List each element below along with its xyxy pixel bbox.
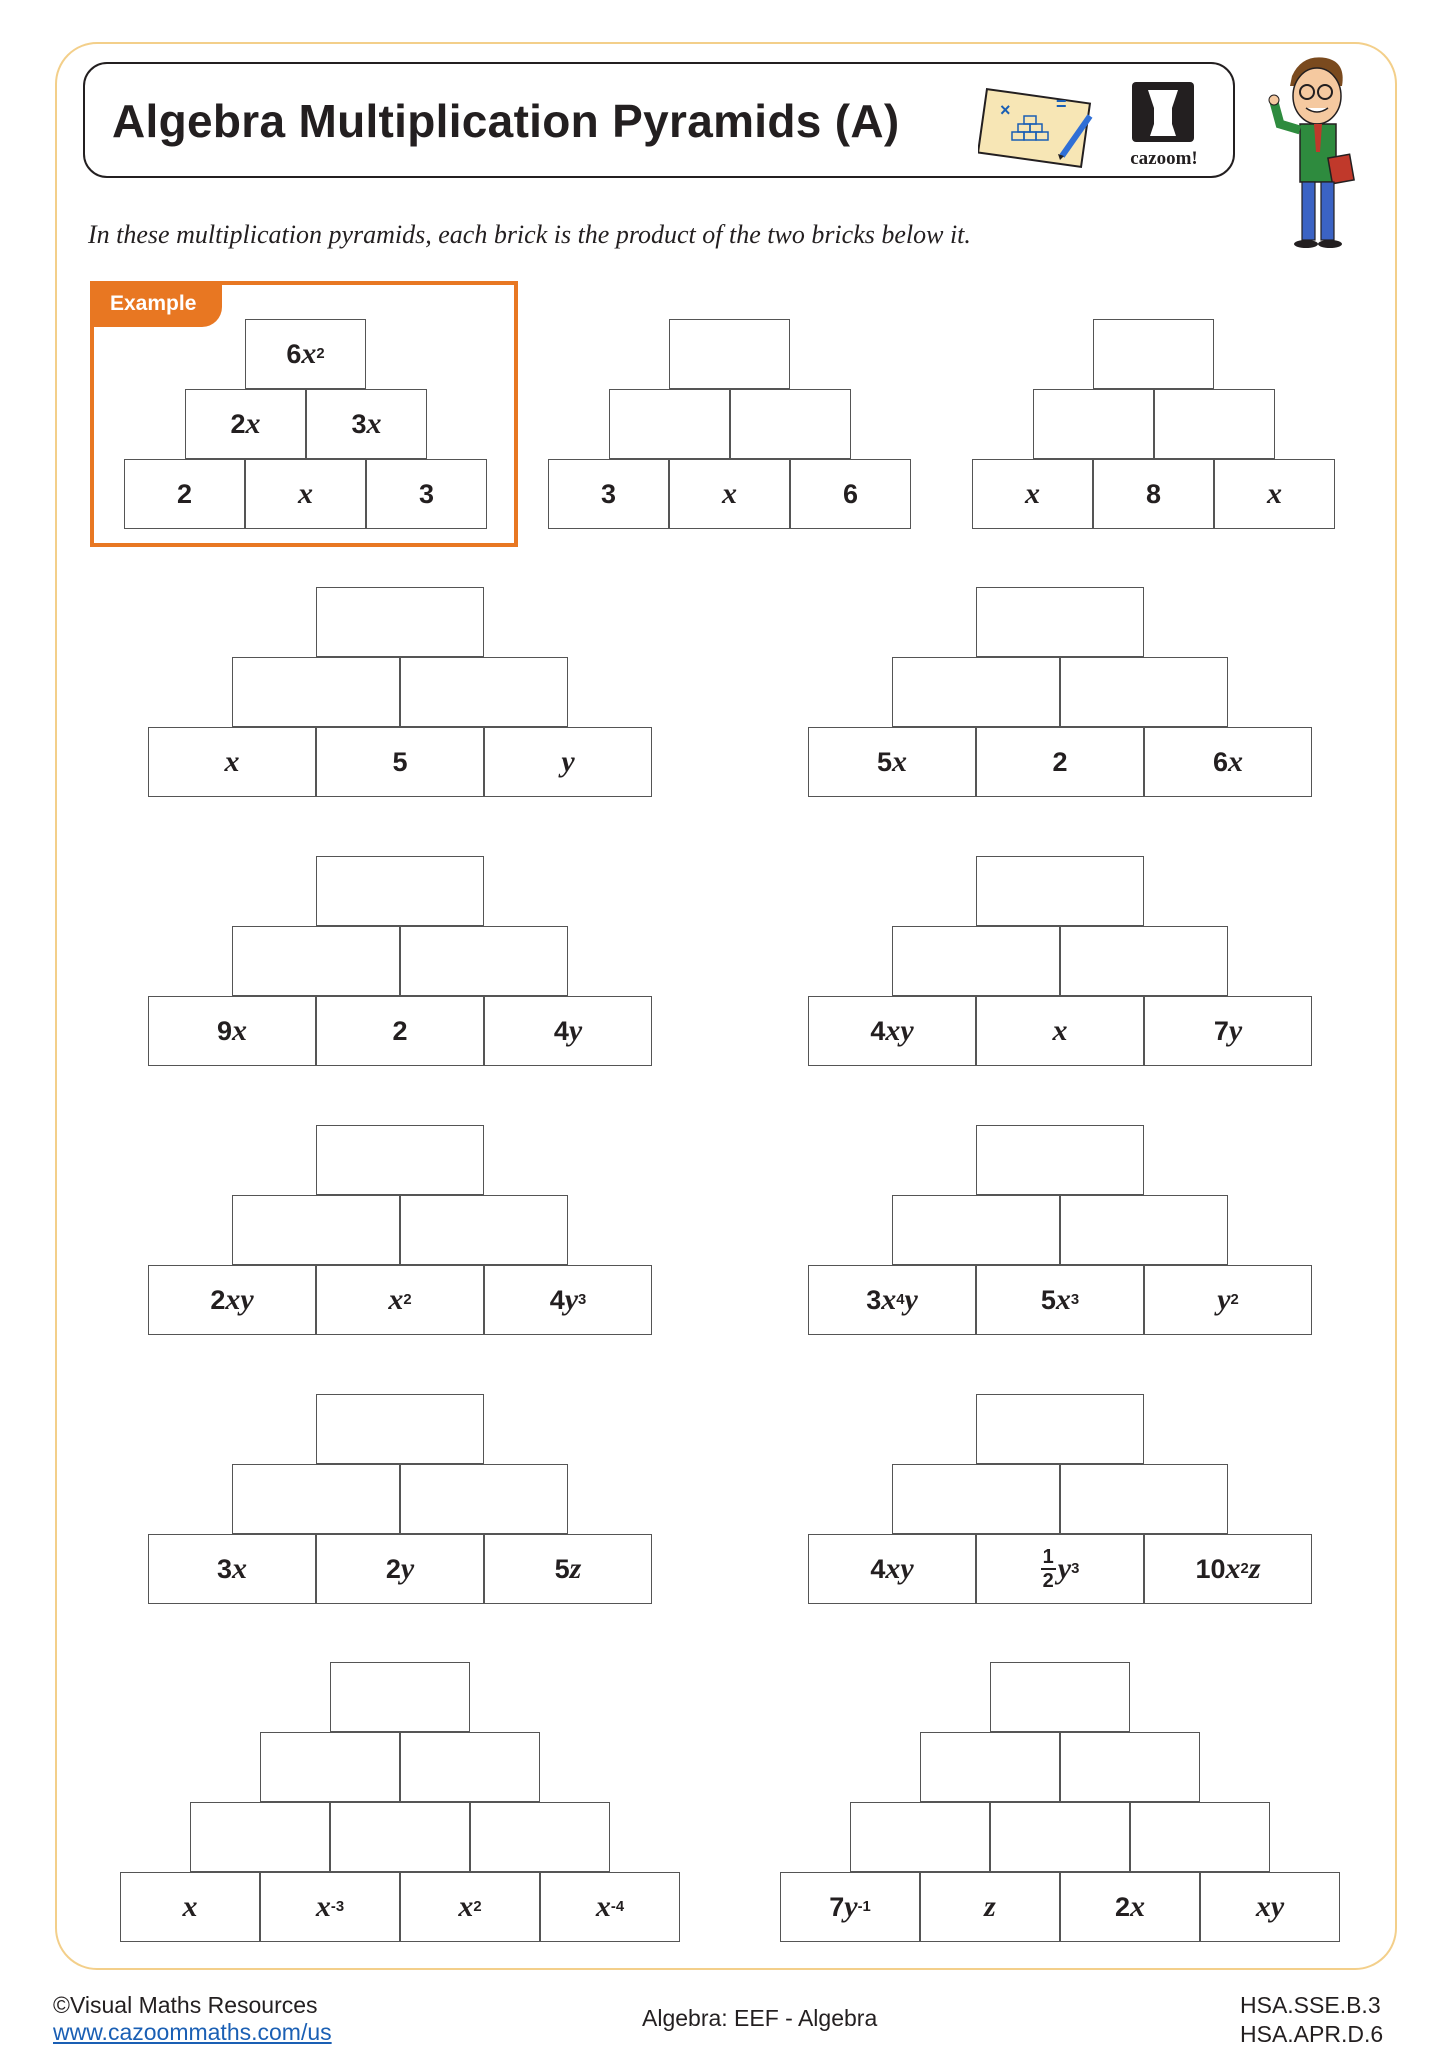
answer-brick[interactable] [1060, 1464, 1228, 1534]
answer-brick[interactable] [892, 1195, 1060, 1265]
answer-brick[interactable] [1033, 389, 1154, 459]
answer-brick[interactable] [990, 1802, 1130, 1872]
base-brick: 2 [976, 727, 1144, 797]
base-brick: 4 xy [808, 996, 976, 1066]
example-middle-brick: 3 x [306, 389, 427, 459]
base-brick: 5 x 3 [976, 1265, 1144, 1335]
answer-brick[interactable] [330, 1662, 470, 1732]
base-brick: 4 xy [808, 1534, 976, 1604]
example-tag: Example [90, 281, 222, 327]
base-brick: x 2 [316, 1265, 484, 1335]
answer-brick[interactable] [850, 1802, 990, 1872]
answer-brick[interactable] [400, 1195, 568, 1265]
answer-brick[interactable] [316, 587, 484, 657]
teacher-mascot [1262, 52, 1372, 252]
answer-brick[interactable] [976, 587, 1144, 657]
base-brick: 2 y [316, 1534, 484, 1604]
svg-text:=: = [1056, 94, 1067, 114]
answer-brick[interactable] [400, 926, 568, 996]
brand-name: cazoom! [1130, 148, 1198, 169]
base-brick: 7 y [1144, 996, 1312, 1066]
base-brick: x [120, 1872, 260, 1942]
footer-website-link[interactable]: www.cazoommaths.com/us [53, 2019, 332, 2045]
base-brick: xy [1200, 1872, 1340, 1942]
base-brick: 3 x [148, 1534, 316, 1604]
base-brick: 5 x [808, 727, 976, 797]
base-brick: 7 y -1 [780, 1872, 920, 1942]
base-brick: 10 x 2 z [1144, 1534, 1312, 1604]
base-brick: x [972, 459, 1093, 529]
answer-brick[interactable] [990, 1662, 1130, 1732]
base-brick: 5 z [484, 1534, 652, 1604]
page-title: Algebra Multiplication Pyramids (A) [112, 95, 900, 147]
footer-topic: Algebra: EEF - Algebra [642, 2005, 878, 2031]
base-brick: $\frac{1}{2}$ y 3 [976, 1534, 1144, 1604]
answer-brick[interactable] [976, 1125, 1144, 1195]
footer-copyright: ©Visual Maths Resources [53, 1992, 318, 2018]
answer-brick[interactable] [976, 1394, 1144, 1464]
base-brick: y [484, 727, 652, 797]
base-brick: 6 x [1144, 727, 1312, 797]
answer-brick[interactable] [232, 1195, 400, 1265]
footer-standard: HSA.APR.D.6 [1240, 2021, 1384, 2047]
base-brick: x [976, 996, 1144, 1066]
base-brick: z [920, 1872, 1060, 1942]
answer-brick[interactable] [232, 1464, 400, 1534]
answer-brick[interactable] [1060, 926, 1228, 996]
base-brick: 8 [1093, 459, 1214, 529]
base-brick: 6 [790, 459, 911, 529]
answer-brick[interactable] [260, 1732, 400, 1802]
base-brick: 9 x [148, 996, 316, 1066]
base-brick: x [669, 459, 790, 529]
answer-brick[interactable] [400, 1464, 568, 1534]
svg-text:×: × [1000, 100, 1011, 120]
answer-brick[interactable] [316, 856, 484, 926]
answer-brick[interactable] [190, 1802, 330, 1872]
answer-brick[interactable] [232, 926, 400, 996]
answer-brick[interactable] [400, 1732, 540, 1802]
answer-brick[interactable] [892, 926, 1060, 996]
answer-brick[interactable] [976, 856, 1144, 926]
base-brick: x [1214, 459, 1335, 529]
pyramid-notepad-icon [978, 86, 1100, 170]
cazoom-logo [1108, 80, 1220, 170]
answer-brick[interactable] [400, 657, 568, 727]
answer-brick[interactable] [892, 1464, 1060, 1534]
example-middle-brick: 2 x [185, 389, 306, 459]
base-brick: 3 [548, 459, 669, 529]
base-brick: 5 [316, 727, 484, 797]
answer-brick[interactable] [1130, 1802, 1270, 1872]
answer-brick[interactable] [1060, 657, 1228, 727]
base-brick: x -3 [260, 1872, 400, 1942]
base-brick: 4 y 3 [484, 1265, 652, 1335]
answer-brick[interactable] [316, 1394, 484, 1464]
answer-brick[interactable] [1060, 1732, 1200, 1802]
base-brick: 3 x 4 y [808, 1265, 976, 1335]
answer-brick[interactable] [1060, 1195, 1228, 1265]
base-brick: 2 xy [148, 1265, 316, 1335]
answer-brick[interactable] [920, 1732, 1060, 1802]
answer-brick[interactable] [232, 657, 400, 727]
answer-brick[interactable] [316, 1125, 484, 1195]
answer-brick[interactable] [892, 657, 1060, 727]
answer-brick[interactable] [1154, 389, 1275, 459]
answer-brick[interactable] [470, 1802, 610, 1872]
base-brick: x 2 [400, 1872, 540, 1942]
instructions: In these multiplication pyramids, each brick is the product of the two bricks below it. [88, 220, 971, 249]
base-brick: 2 [316, 996, 484, 1066]
answer-brick[interactable] [1093, 319, 1214, 389]
answer-brick[interactable] [669, 319, 790, 389]
base-brick: 2 x [1060, 1872, 1200, 1942]
footer-standard: HSA.SSE.B.3 [1240, 1992, 1381, 2018]
example-base-brick: 3 [366, 459, 487, 529]
example-base-brick: x [245, 459, 366, 529]
base-brick: y 2 [1144, 1265, 1312, 1335]
example-top-brick: 6 x 2 [245, 319, 366, 389]
answer-brick[interactable] [730, 389, 851, 459]
base-brick: x -4 [540, 1872, 680, 1942]
base-brick: x [148, 727, 316, 797]
base-brick: 4 y [484, 996, 652, 1066]
answer-brick[interactable] [609, 389, 730, 459]
fraction-half: $\frac{1}{2}$ [1042, 1546, 1054, 1592]
answer-brick[interactable] [330, 1802, 470, 1872]
example-base-brick: 2 [124, 459, 245, 529]
